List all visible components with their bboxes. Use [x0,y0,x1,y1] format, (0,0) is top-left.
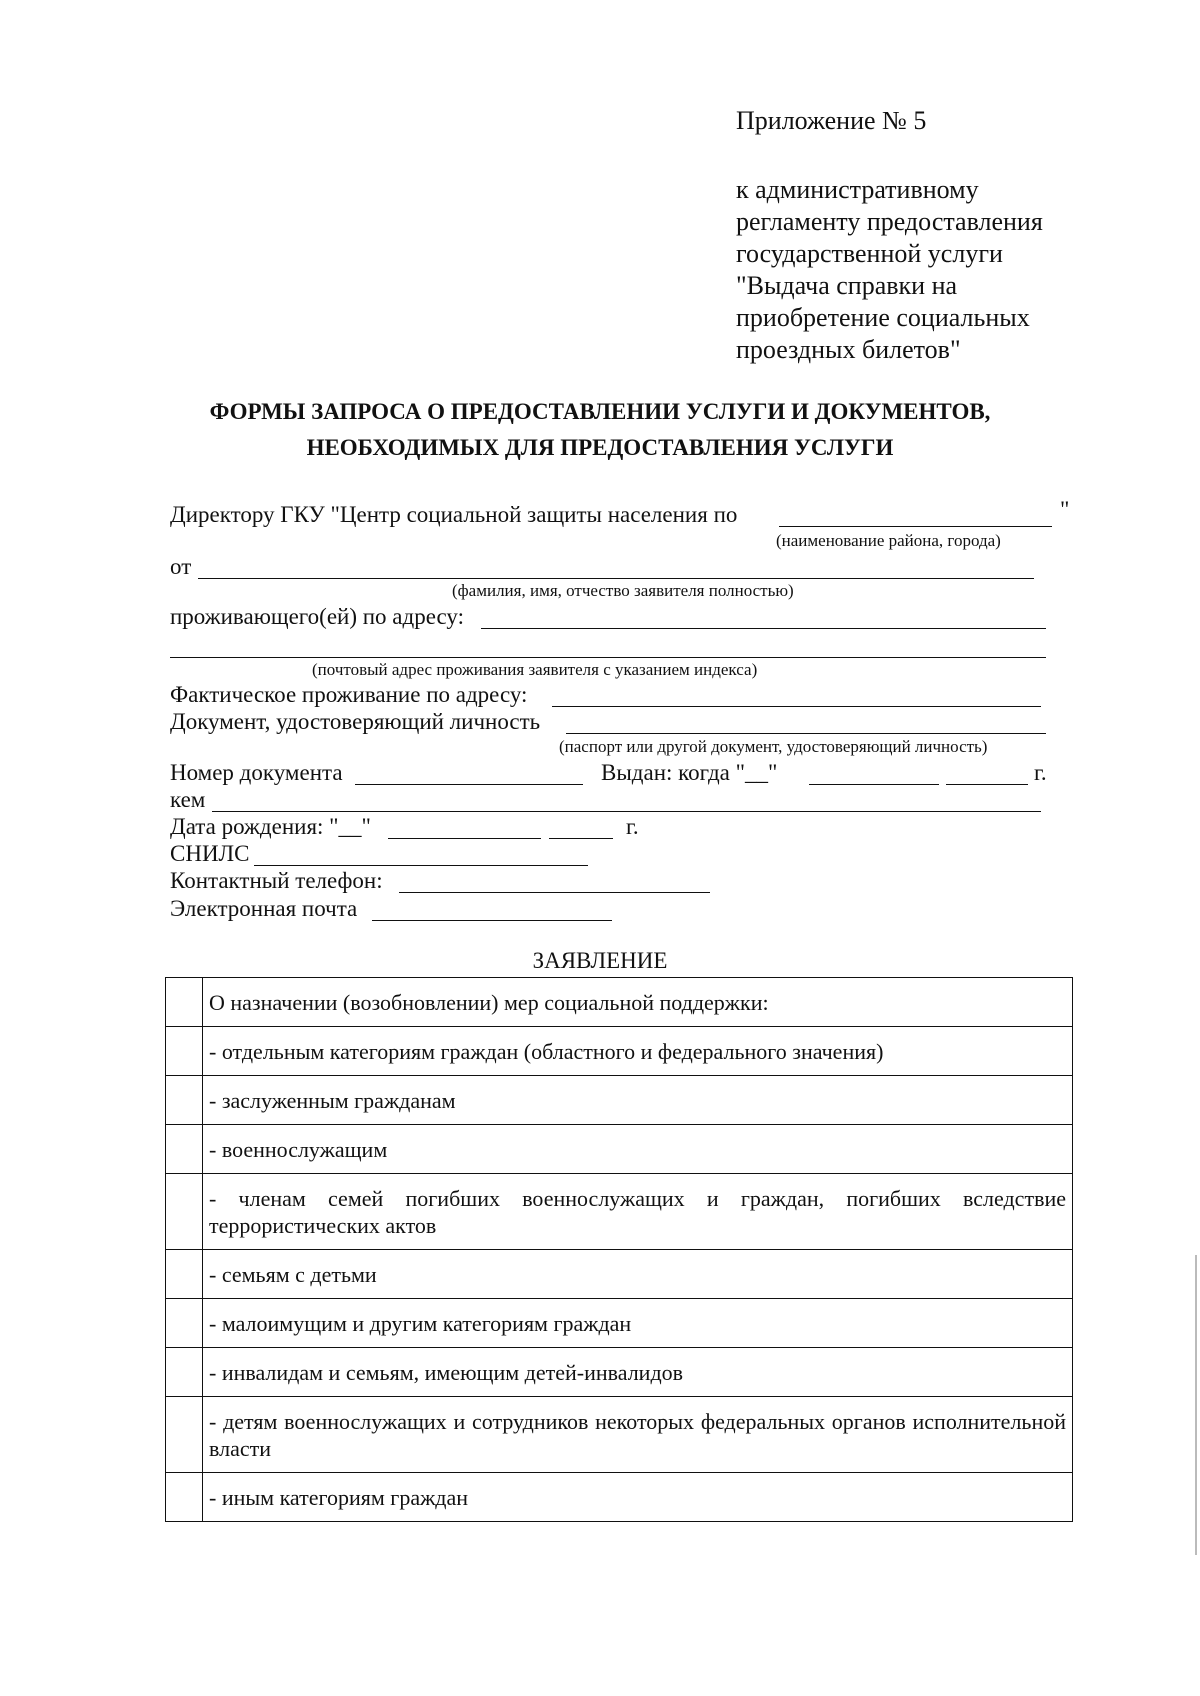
birth-date-label: Дата рождения: "__" [170,814,371,839]
checkbox-cell[interactable] [166,1125,203,1174]
issued-label: Выдан: когда "__" [601,760,778,785]
checkbox-cell[interactable] [166,1174,203,1250]
checkbox-cell[interactable] [166,978,203,1027]
document-heading [0,394,1200,466]
checkbox-cell[interactable] [166,1397,203,1473]
appendix-line: государственной услуги [736,239,1003,268]
table-row [166,1174,1073,1250]
director-label: Директору ГКУ "Центр социальной защиты населения по [170,502,738,527]
district-hint: (наименование района, города) [776,531,1001,550]
table-row [166,978,1073,1027]
row-label: - семьям с детьми [203,1250,1073,1299]
birth-year-suffix: г. [626,814,639,839]
director-quote: " [1060,497,1070,522]
phone-field[interactable] [399,892,710,893]
email-field[interactable] [372,920,612,921]
table-row [166,1473,1073,1522]
checkbox-cell[interactable] [166,1250,203,1299]
table-row [166,1125,1073,1174]
appendix-line: регламенту предоставления [736,207,1043,236]
address-label: проживающего(ей) по адресу: [170,604,464,629]
table-row [166,1397,1073,1473]
row-label: - военнослужащим [203,1125,1073,1174]
table-row [166,1250,1073,1299]
document-number-field[interactable] [355,784,583,785]
row-label: О назначении (возобновлении) мер социальной поддержки: [203,978,1073,1027]
checkbox-cell[interactable] [166,1299,203,1348]
address-field-line2[interactable] [170,657,1046,658]
checkbox-cell[interactable] [166,1473,203,1522]
row-label: - отдельным категориям граждан (областного и федерального значения) [203,1027,1073,1076]
phone-label: Контактный телефон: [170,868,383,893]
appendix-line: "Выдача справки на [736,271,958,300]
id-document-field[interactable] [566,733,1046,734]
snils-field[interactable] [254,865,588,866]
issued-by-field[interactable] [212,811,1041,812]
row-label: - иным категориям граждан [203,1473,1073,1522]
row-label: - малоимущим и другим категориям граждан [203,1299,1073,1348]
statement-title: ЗАЯВЛЕНИЕ [532,948,668,973]
row-label: - заслуженным гражданам [203,1076,1073,1125]
actual-address-field[interactable] [552,706,1041,707]
actual-address-label: Фактическое проживание по адресу: [170,682,528,707]
from-label: от [170,554,192,579]
heading-line: ФОРМЫ ЗАПРОСА О ПРЕДОСТАВЛЕНИИ УСЛУГИ И ДОКУМЕНТОВ, [209,399,991,424]
appendix-line: к административному [736,175,979,204]
district-field[interactable] [779,526,1052,527]
row-label: - членам семей погибших военнослужащих и граждан, погибших вследствие террористических актов [203,1174,1073,1250]
email-label: Электронная почта [170,896,358,921]
birth-year-field[interactable] [549,838,613,839]
applicant-name-hint: (фамилия, имя, отчество заявителя полностью) [452,581,794,600]
address-hint: (почтовый адрес проживания заявителя с указанием индекса) [312,660,758,679]
issued-month-field[interactable] [809,784,939,785]
issued-by-label: кем [170,787,206,812]
appendix-line: проездных билетов" [736,335,961,364]
document-number-label: Номер документа [170,760,343,785]
table-row [166,1027,1073,1076]
row-label: - инвалидам и семьям, имеющим детей-инвалидов [203,1348,1073,1397]
issued-year-suffix: г. [1034,760,1047,785]
table-row [166,1299,1073,1348]
table-row [166,1076,1073,1125]
checkbox-cell[interactable] [166,1348,203,1397]
issued-year-field[interactable] [946,784,1028,785]
checkbox-cell[interactable] [166,1076,203,1125]
id-document-label: Документ, удостоверяющий личность [170,709,541,734]
scan-edge-mark [1195,1255,1197,1555]
snils-label: СНИЛС [170,841,250,866]
address-field[interactable] [481,628,1046,629]
measures-table [165,977,1073,1522]
checkbox-cell[interactable] [166,1027,203,1076]
heading-line: НЕОБХОДИМЫХ ДЛЯ ПРЕДОСТАВЛЕНИЯ УСЛУГИ [306,435,894,460]
table-row [166,1348,1073,1397]
id-document-hint: (паспорт или другой документ, удостоверяющий личность) [559,737,988,756]
applicant-name-field[interactable] [198,578,1034,579]
appendix-title: Приложение № 5 [736,106,927,135]
row-label: - детям военнослужащих и сотрудников некоторых федеральных органов исполнительной власти [203,1397,1073,1473]
appendix-subtitle [736,174,1043,366]
birth-month-field[interactable] [388,838,541,839]
appendix-line: приобретение социальных [736,303,1030,332]
